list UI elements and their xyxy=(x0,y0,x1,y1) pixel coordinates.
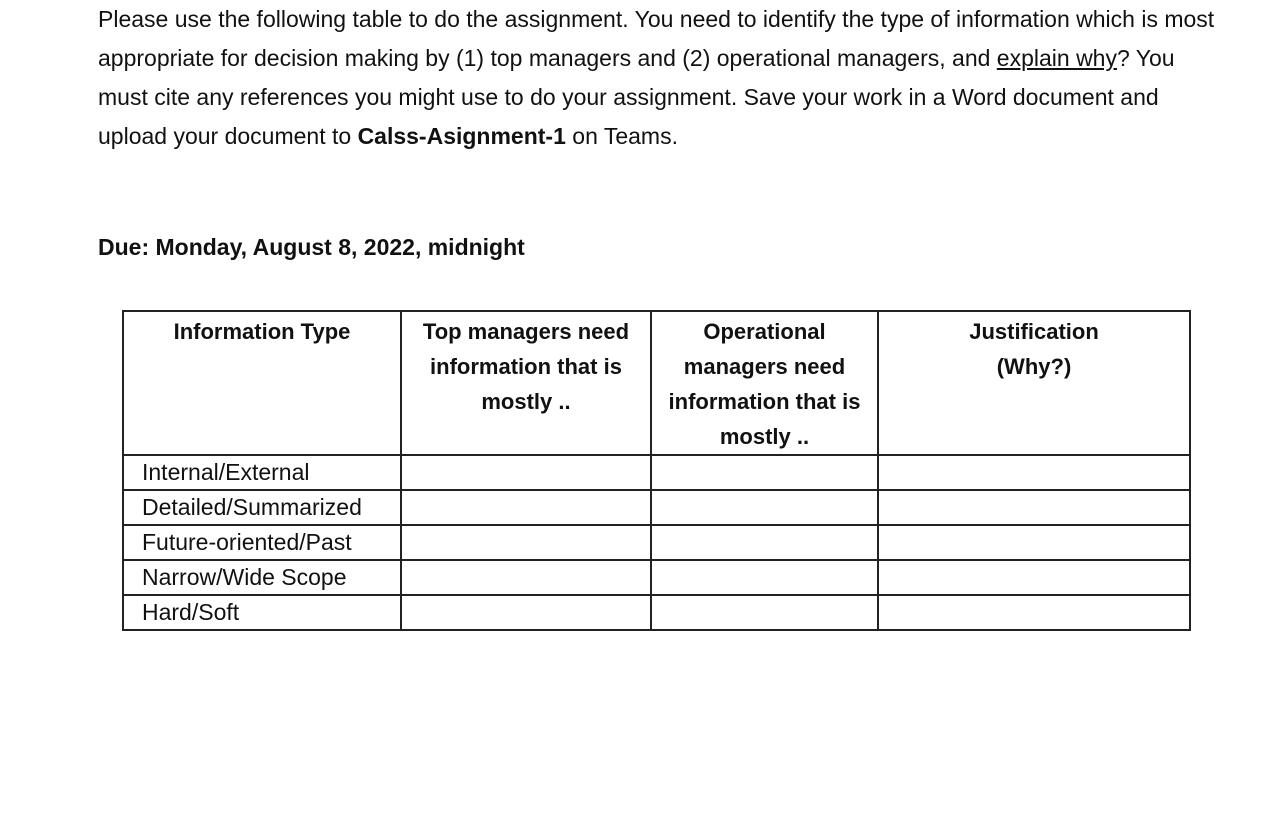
header-operational-managers xyxy=(651,311,878,455)
operational-managers-cell[interactable] xyxy=(651,560,878,595)
operational-managers-cell[interactable] xyxy=(651,595,878,630)
operational-managers-cell[interactable] xyxy=(651,525,878,560)
header-justification-line1: Justification xyxy=(969,319,1099,344)
assignment-target-name: Calss-Asignment-1 xyxy=(357,123,566,149)
header-justification-line2: (Why?) xyxy=(996,354,1072,379)
header-operational-managers-label: Operational managers need information that is mostly .. xyxy=(668,319,861,449)
justification-cell[interactable] xyxy=(878,490,1190,525)
instructions-text-3: on Teams. xyxy=(565,123,678,149)
justification-cell[interactable] xyxy=(878,560,1190,595)
top-managers-cell[interactable] xyxy=(401,595,651,630)
instructions-text-2: ? You must cite any references you might use to do your assignment. Save your work in a Word document and upload your document to xyxy=(98,45,1175,149)
due-date: Due: Monday, August 8, 2022, midnight xyxy=(98,234,525,260)
explain-why-emphasis: explain why xyxy=(996,45,1117,71)
assignment-instructions xyxy=(98,0,1218,156)
top-managers-cell[interactable] xyxy=(401,490,651,525)
header-top-managers-label: Top managers need information that is mostly .. xyxy=(422,319,630,414)
row-label: Narrow/Wide Scope xyxy=(123,560,401,595)
header-justification xyxy=(878,311,1190,455)
table-row xyxy=(123,595,1190,630)
header-information-type xyxy=(123,311,401,455)
assignment-table xyxy=(122,310,1191,631)
table-row xyxy=(123,525,1190,560)
justification-cell[interactable] xyxy=(878,525,1190,560)
row-label: Internal/External xyxy=(123,455,401,490)
top-managers-cell[interactable] xyxy=(401,560,651,595)
row-label: Detailed/Summarized xyxy=(123,490,401,525)
operational-managers-cell[interactable] xyxy=(651,455,878,490)
operational-managers-cell[interactable] xyxy=(651,490,878,525)
instructions-text-1: Please use the following table to do the assignment. You need to identify the type of information which is most appropriate for decision making by (1) top managers and (2) operational managers, and xyxy=(98,6,1215,71)
justification-cell[interactable] xyxy=(878,595,1190,630)
justification-cell[interactable] xyxy=(878,455,1190,490)
header-top-managers xyxy=(401,311,651,455)
table-row xyxy=(123,455,1190,490)
row-label: Future-oriented/Past xyxy=(123,525,401,560)
top-managers-cell[interactable] xyxy=(401,525,651,560)
top-managers-cell[interactable] xyxy=(401,455,651,490)
row-label: Hard/Soft xyxy=(123,595,401,630)
header-information-type-label: Information Type xyxy=(173,319,351,344)
table-header-row xyxy=(123,311,1190,455)
table-row xyxy=(123,560,1190,595)
table-row xyxy=(123,490,1190,525)
